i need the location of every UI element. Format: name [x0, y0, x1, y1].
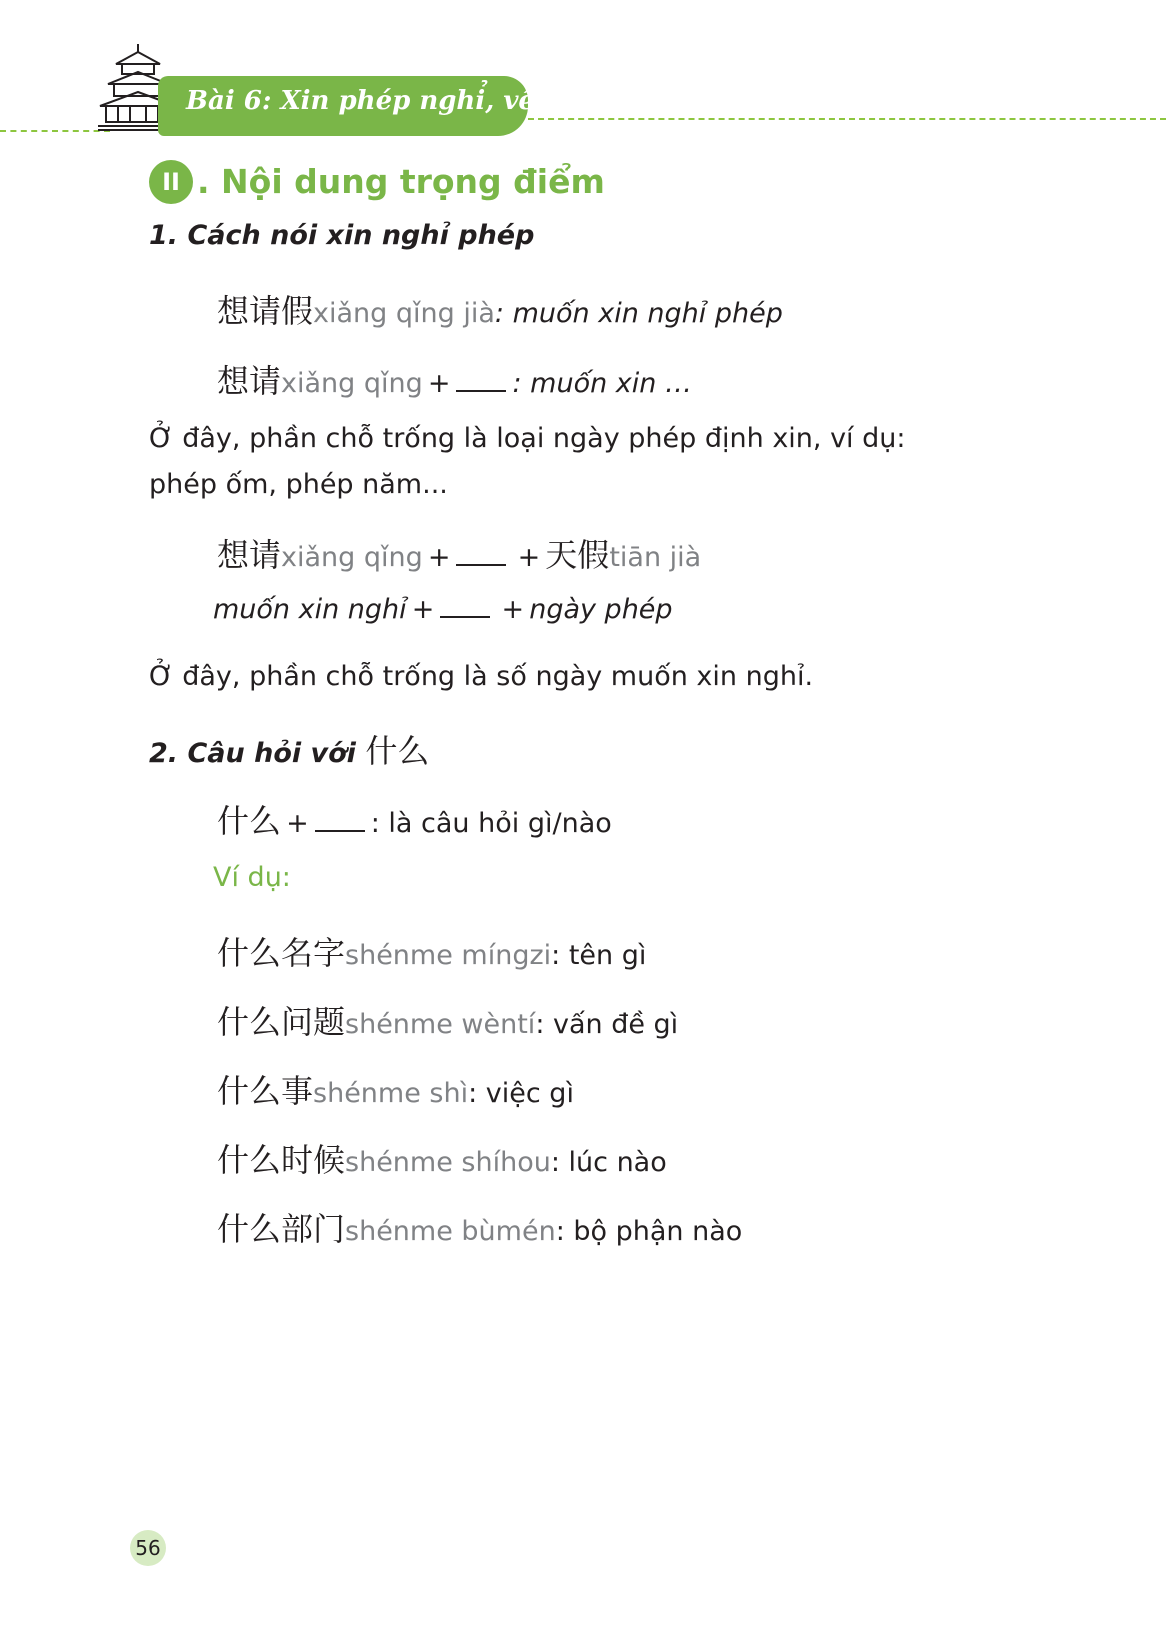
chinese-text: 什么问题 — [217, 1003, 346, 1041]
chinese-text: 想请假 — [217, 292, 314, 330]
example-label: Ví dụ: — [213, 862, 291, 893]
lesson-title: Bài 6: Xin phép nghỉ, về sớm — [186, 86, 604, 116]
page-number: 56 — [130, 1530, 166, 1566]
blank-line — [440, 614, 490, 618]
note-paragraph-1: Ở đây, phần chỗ trống là loại ngày phép định xin, ví dụ: phép ốm, phép năm... — [149, 423, 906, 500]
meaning-text: : bộ phận nào — [555, 1216, 743, 1247]
plus-sign: + — [286, 808, 309, 839]
meaning-text: : tên gì — [551, 940, 647, 971]
chinese-text: 想请 — [217, 362, 282, 400]
meaning-text: : là câu hỏi gì/nào — [370, 808, 612, 839]
example-line — [217, 928, 646, 974]
pinyin-text: shénme shì — [313, 1078, 469, 1109]
blank-line — [315, 828, 365, 832]
example-line — [217, 1066, 574, 1112]
chinese-text: 什么部门 — [217, 1210, 346, 1248]
meaning-text: : vấn đề gì — [535, 1009, 679, 1040]
example-line — [217, 997, 678, 1043]
pinyin-text: shénme bùmén — [345, 1216, 556, 1247]
pinyin-text: xiǎng qǐng — [281, 542, 423, 573]
meaning-text: : việc gì — [468, 1078, 574, 1109]
plus-sign: + — [517, 542, 541, 573]
example-line — [217, 1135, 667, 1181]
phrase-line-3 — [217, 530, 701, 576]
part2-heading-text: 2. Câu hỏi với — [149, 738, 366, 769]
chinese-text: 什么 — [365, 732, 430, 770]
chinese-text: 什么 — [217, 802, 282, 840]
meaning-text: : lúc nào — [550, 1147, 667, 1178]
pinyin-text: tiān jià — [609, 542, 702, 573]
blank-line — [456, 388, 506, 392]
section-title: . Nội dung trọng điểm — [197, 162, 605, 201]
plus-sign: + — [411, 594, 435, 625]
plus-sign: + — [427, 542, 451, 573]
example-line — [217, 1204, 742, 1250]
phrase-line-2 — [217, 356, 692, 402]
pinyin-text: shénme míngzi — [345, 940, 552, 971]
note-paragraph-2: Ở đây, phần chỗ trống là số ngày muốn xin nghỉ. — [149, 661, 814, 692]
header-dashed-line-left — [0, 130, 110, 132]
pinyin-text: xiǎng qǐng — [281, 368, 423, 399]
blank-line — [456, 562, 506, 566]
section-badge: II — [149, 160, 193, 204]
plus-sign: + — [501, 594, 525, 625]
chinese-text: 什么事 — [217, 1072, 314, 1110]
chinese-text: 想请 — [217, 536, 282, 574]
meaning-text: ngày phép — [529, 594, 673, 625]
meaning-text: : muốn xin nghỉ phép — [494, 298, 783, 329]
chinese-text: 天假 — [545, 536, 610, 574]
part1-heading: 1. Cách nói xin nghỉ phép — [149, 220, 535, 251]
chinese-text: 什么名字 — [217, 934, 346, 972]
pinyin-text: shénme wèntí — [345, 1009, 536, 1040]
header-dashed-line-right — [528, 118, 1166, 120]
chinese-text: 什么时候 — [217, 1141, 346, 1179]
part2-heading — [149, 726, 429, 772]
pinyin-text: xiǎng qǐng jià — [313, 298, 495, 329]
pattern-line — [217, 796, 612, 842]
phrase-line-4 — [213, 594, 673, 625]
meaning-text: : muốn xin … — [512, 368, 692, 399]
pinyin-text: shénme shíhou — [345, 1147, 551, 1178]
meaning-text: muốn xin nghỉ — [213, 594, 407, 625]
phrase-line-1 — [217, 286, 783, 332]
plus-sign: + — [427, 368, 451, 399]
